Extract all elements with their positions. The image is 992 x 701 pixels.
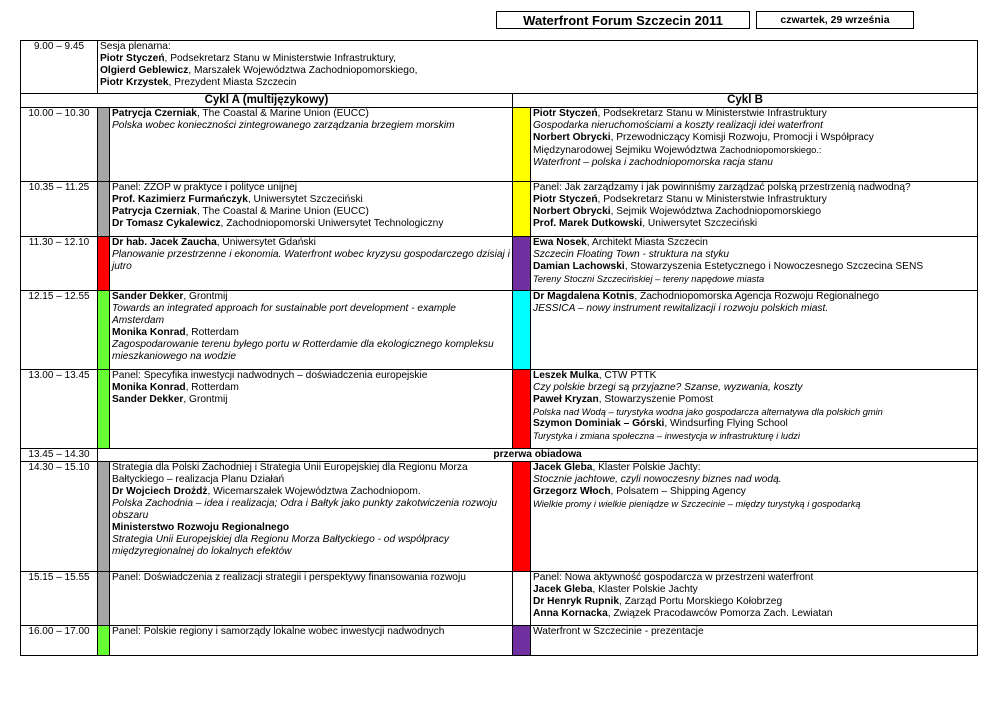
plenary-intro: Sesja plenarna:: [100, 41, 171, 52]
affiliation-line: [533, 144, 975, 157]
speaker-line: [112, 237, 510, 249]
session-text: Panel: Specyfika inwestycji nadwodnych – doświadczenia europejskie: [112, 370, 428, 381]
speaker-name: Ministerstwo Rozwoju Regionalnego: [112, 522, 290, 533]
time-cell: 11.30 – 12.10: [21, 237, 98, 291]
speaker-affiliation: , The Coastal & Marine Union (EUCC): [196, 108, 369, 119]
cycle-a-color-bar: [98, 626, 110, 656]
speaker-affiliation: , Grontmij: [183, 394, 228, 405]
cycle-a-color-bar: [98, 182, 110, 237]
talk-title: Stocznie jachtowe, czyli nowoczesny biznes nad wodą.: [533, 474, 782, 485]
session-text: Strategia dla Polski Zachodniej i Strategia Unii Europejskiej dla Regionu Morza Bałtyckiego – realizacja Planu Działań: [112, 462, 468, 485]
speaker-name: Damian Lachowski: [533, 261, 625, 272]
speaker-name: Prof. Kazimierz Furmańczyk: [112, 194, 248, 205]
talk-title: Gospodarka nieruchomościami a koszty realizacji idei waterfront: [533, 120, 823, 131]
talk-title: Waterfront – polska i zachodniopomorska racja stanu: [533, 157, 773, 168]
speaker-affiliation: , Marszałek Województwa Zachodniopomorskiego,: [188, 65, 418, 76]
session-row: [21, 237, 978, 291]
speaker-line: [112, 218, 510, 230]
plenary-line: [100, 77, 975, 89]
talk-title: Tereny Stoczni Szczecińskiej – tereny napędowe miasta: [533, 274, 765, 284]
session-row: [21, 182, 978, 237]
cycle-a-header: Cykl A (multijęzykowy): [21, 94, 513, 108]
speaker-line: [533, 237, 975, 249]
speaker-name: Paweł Kryzan: [533, 394, 599, 405]
plenary-line: [100, 65, 975, 77]
speaker-affiliation: , Podsekretarz Stanu w Ministerstwie Infrastruktury: [597, 108, 827, 119]
speaker-line: [533, 584, 975, 596]
talk-title: Polska Zachodnia – idea i realizacja; Odra i Bałtyk jako punkty zakotwiczenia rozwoju obszaru: [112, 498, 498, 521]
speaker-affiliation: , Zachodniopomorski Uniwersytet Technologiczny: [220, 218, 444, 229]
speaker-affiliation: , Polsatem – Shipping Agency: [610, 486, 746, 497]
speaker-affiliation: , The Coastal & Marine Union (EUCC): [196, 206, 369, 217]
session-row: [21, 291, 978, 370]
talk-title: Planowanie przestrzenne i ekonomia. Waterfront wobec kryzysu gospodarczego dzisiaj i jutro: [112, 249, 510, 272]
session-row: [21, 108, 978, 182]
cycle-b-color-bar: [513, 182, 531, 237]
session-text: Panel: Nowa aktywność gospodarcza w przestrzeni waterfront: [533, 572, 814, 583]
speaker-line: [112, 394, 510, 406]
session-text: Panel: Doświadczenia z realizacji strategii i perspektywy finansowania rozwoju: [112, 572, 466, 583]
lunch-row: [21, 449, 978, 462]
cycle-b-color-bar: [513, 626, 531, 656]
speaker-affiliation: , Uniwersytet Szczeciński: [642, 218, 758, 229]
cycle-a-color-bar: [98, 237, 110, 291]
speaker-affiliation: , Rotterdam: [185, 327, 239, 338]
speaker-name: Norbert Obrycki: [533, 206, 611, 217]
speaker-line: [533, 261, 975, 273]
speaker-affiliation: , Podsekretarz Stanu w Ministerstwie Infrastruktury: [597, 194, 827, 205]
cycle-header-row: [21, 94, 978, 108]
speaker-line: [112, 194, 510, 206]
time-cell: 15.15 – 15.55: [21, 572, 98, 626]
speaker-line: [112, 108, 510, 120]
talk-title: Towards an integrated approach for sustainable port development - example Amsterdam: [112, 303, 456, 326]
speaker-line: [112, 327, 510, 339]
speaker-affiliation: , Zarząd Portu Morskiego Kołobrzeg: [619, 596, 783, 607]
speaker-name: Piotr Styczeń: [533, 194, 598, 205]
speaker-line: [533, 486, 975, 498]
speaker-affiliation: , Związek Pracodawców Pomorza Zach. Lewiatan: [607, 608, 833, 619]
cycle-a-session: [110, 626, 513, 656]
speaker-affiliation: , Przewodniczący Komisji Rozwoju, Promocji i Współpracy: [610, 132, 874, 143]
cycle-a-color-bar: [98, 370, 110, 449]
speaker-affiliation: , Wicemarszałek Województwa Zachodniopom.: [207, 486, 421, 497]
speaker-line: [533, 206, 975, 218]
time-cell: 14.30 – 15.10: [21, 462, 98, 572]
talk-title: Turystyka i zmiana społeczna – inwestycja w infrastrukturę i ludzi: [533, 431, 800, 441]
speaker-line: [112, 382, 510, 394]
speaker-affiliation: , Sejmik Województwa Zachodniopomorskiego: [610, 206, 822, 217]
speaker-line: [533, 194, 975, 206]
plenary-session: [98, 41, 978, 94]
speaker-affiliation: , Architekt Miasta Szczecin: [586, 237, 708, 248]
cycle-a-session: [110, 237, 513, 291]
speaker-line: [112, 486, 510, 498]
session-row: [21, 626, 978, 656]
speaker-affiliation: , Podsekretarz Stanu w Ministerstwie Infrastruktury,: [164, 53, 396, 64]
speaker-name: Jacek Gleba: [533, 584, 593, 595]
speaker-name: Monika Konrad: [112, 382, 186, 393]
cycle-b-color-bar: [513, 291, 531, 370]
cycle-a-session: [110, 108, 513, 182]
speaker-line: [533, 108, 975, 120]
speaker-affiliation: , Rotterdam: [185, 382, 239, 393]
session-text: Panel: Jak zarządzamy i jak powinniśmy zarządzać polską przestrzenią nadwodną?: [533, 182, 911, 193]
speaker-name: Leszek Mulka: [533, 370, 599, 381]
cycle-b-color-bar: [513, 370, 531, 449]
speaker-affiliation: , Grontmij: [183, 291, 228, 302]
plenary-row: [21, 41, 978, 94]
speaker-affiliation: , CTW PTTK: [598, 370, 657, 381]
speaker-name: Dr Henryk Rupnik: [533, 596, 620, 607]
speaker-name: Norbert Obrycki: [533, 132, 611, 143]
speaker-name: Sander Dekker: [112, 291, 184, 302]
cycle-b-session: [531, 626, 978, 656]
speaker-name: Szymon Dominiak – Górski: [533, 418, 665, 429]
speaker-affiliation: , Klaster Polskie Jachty: [592, 584, 698, 595]
speaker-name: Sander Dekker: [112, 394, 184, 405]
talk-title: Polska nad Wodą – turystyka wodna jako gospodarcza alternatywa dla polskich gmin: [533, 407, 883, 417]
cycle-b-color-bar: [513, 108, 531, 182]
speaker-line: [533, 394, 975, 406]
affiliation-text-small: Zachodniopomorskiego.:: [719, 145, 822, 155]
talk-title: Polska wobec konieczności zintegrowanego zarządzania brzegiem morskim: [112, 120, 455, 131]
cycle-b-header: Cykl B: [513, 94, 978, 108]
speaker-line: [112, 522, 510, 534]
speaker-affiliation: , Windsurfing Flying School: [664, 418, 788, 429]
speaker-name: Ewa Nosek: [533, 237, 587, 248]
schedule-table: [20, 40, 978, 656]
speaker-line: [533, 218, 975, 230]
event-date: czwartek, 29 września: [756, 11, 914, 29]
talk-title: Strategia Unii Europejskiej dla Regionu Morza Bałtyckiego - od współpracy międzyregionalnej do lokalnych efektów: [112, 534, 449, 557]
speaker-name: Grzegorz Włoch: [533, 486, 611, 497]
speaker-line: [533, 291, 975, 303]
session-row: [21, 462, 978, 572]
cycle-b-session: [531, 182, 978, 237]
speaker-name: Dr Wojciech Drożdż: [112, 486, 208, 497]
talk-title: Zagospodarowanie terenu byłego portu w Rotterdamie dla ekologicznego kompleksu mieszkaniowego na wodzie: [112, 339, 494, 362]
speaker-affiliation: , Uniwersytet Gdański: [216, 237, 316, 248]
cycle-a-session: [110, 291, 513, 370]
plenary-line: [100, 53, 975, 65]
speaker-affiliation: , Zachodniopomorska Agencja Rozwoju Regionalnego: [634, 291, 879, 302]
cycle-a-session: [110, 370, 513, 449]
speaker-name: Anna Kornacka: [533, 608, 608, 619]
cycle-b-session: [531, 237, 978, 291]
cycle-a-session: [110, 572, 513, 626]
session-row: [21, 572, 978, 626]
cycle-b-color-bar: [513, 572, 531, 626]
speaker-affiliation: , Uniwersytet Szczeciński: [247, 194, 363, 205]
speaker-name: Prof. Marek Dutkowski: [533, 218, 643, 229]
cycle-b-session: [531, 108, 978, 182]
time-cell: 13.45 – 14.30: [21, 449, 98, 462]
cycle-b-session: [531, 462, 978, 572]
speaker-affiliation: , Klaster Polskie Jachty:: [592, 462, 701, 473]
speaker-name: Olgierd Geblewicz: [100, 65, 189, 76]
speaker-affiliation: , Prezydent Miasta Szczecin: [168, 77, 297, 88]
session-text: Panel: Polskie regiony i samorządy lokalne wobec inwestycji nadwodnych: [112, 626, 445, 637]
speaker-name: Dr Tomasz Cykalewicz: [112, 218, 221, 229]
affiliation-text: Międzynarodowej Sejmiku Województwa: [533, 145, 720, 156]
speaker-name: Dr hab. Jacek Zaucha: [112, 237, 217, 248]
session-text: Waterfront w Szczecinie - prezentacje: [533, 626, 704, 637]
cycle-a-color-bar: [98, 572, 110, 626]
speaker-name: Dr Magdalena Kotnis: [533, 291, 635, 302]
speaker-line: [112, 206, 510, 218]
cycle-b-color-bar: [513, 462, 531, 572]
cycle-a-session: [110, 182, 513, 237]
cycle-a-color-bar: [98, 108, 110, 182]
cycle-a-color-bar: [98, 462, 110, 572]
cycle-a-session: [110, 462, 513, 572]
lunch-break: przerwa obiadowa: [98, 449, 978, 462]
event-title: Waterfront Forum Szczecin 2011: [496, 11, 750, 29]
speaker-affiliation: , Stowarzyszenia Estetycznego i Nowoczesnego Szczecina SENS: [624, 261, 924, 272]
time-cell: 13.00 – 13.45: [21, 370, 98, 449]
time-cell: 10.00 – 10.30: [21, 108, 98, 182]
talk-title: Wielkie promy i wielkie pieniądze w Szczecinie – między turystyką i gospodarką: [533, 499, 861, 509]
time-cell: 16.00 – 17.00: [21, 626, 98, 656]
speaker-line: [112, 291, 510, 303]
cycle-b-session: [531, 291, 978, 370]
talk-title: Szczecin Floating Town - struktura na styku: [533, 249, 730, 260]
speaker-line: [533, 608, 975, 620]
speaker-line: [533, 132, 975, 144]
speaker-line: [533, 418, 975, 430]
speaker-name: Piotr Krzystek: [100, 77, 169, 88]
talk-title: Czy polskie brzegi są przyjazne? Szanse, wyzwania, koszty: [533, 382, 803, 393]
speaker-line: [533, 370, 975, 382]
session-text: Panel: ZZOP w praktyce i polityce unijnej: [112, 182, 297, 193]
session-row: [21, 370, 978, 449]
speaker-affiliation: , Stowarzyszenie Pomost: [598, 394, 714, 405]
speaker-name: Patrycja Czerniak: [112, 206, 197, 217]
speaker-line: [533, 596, 975, 608]
cycle-b-session: [531, 572, 978, 626]
time-cell: 12.15 – 12.55: [21, 291, 98, 370]
cycle-b-session: [531, 370, 978, 449]
speaker-name: Monika Konrad: [112, 327, 186, 338]
speaker-name: Piotr Styczeń: [100, 53, 165, 64]
speaker-name: Jacek Gleba: [533, 462, 593, 473]
speaker-name: Patrycja Czerniak: [112, 108, 197, 119]
speaker-name: Piotr Styczeń: [533, 108, 598, 119]
speaker-line: [533, 462, 975, 474]
cycle-b-color-bar: [513, 237, 531, 291]
cycle-a-color-bar: [98, 291, 110, 370]
time-cell: 10.35 – 11.25: [21, 182, 98, 237]
time-cell: 9.00 – 9.45: [21, 41, 98, 94]
talk-title: JESSICA – nowy instrument rewitalizacji i rozwoju polskich miast.: [533, 303, 829, 314]
